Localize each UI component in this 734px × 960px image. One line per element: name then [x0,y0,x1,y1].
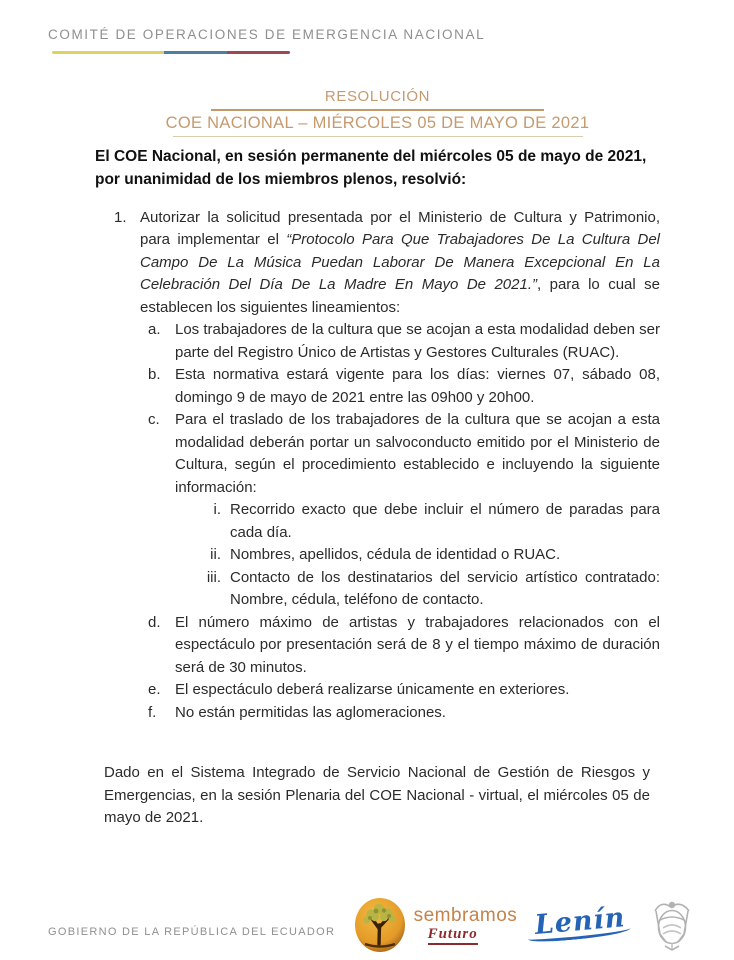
roman-text: Contacto de los destinatarios del servicio artístico contratado: Nombre, cédula, teléfono de contacto. [230,568,660,608]
resolution-title: RESOLUCIÓN [324,88,431,105]
roman-marker: ii. [210,546,221,563]
list-item-c [148,409,660,612]
item-paragraph [140,207,660,320]
document-header [48,27,485,54]
sembramos-wordmark: sembramos [413,904,518,926]
ecuador-coat-of-arms-icon [646,896,698,954]
letter-text: Los trabajadores de la cultura que se acojan a esta modalidad deben ser parte del Registro Único de Artistas y Gestores Culturales (RUAC). [175,321,660,361]
list-item-d [148,612,660,680]
tree-icon [354,897,406,953]
sembramos-futuro-logo [354,897,518,953]
roman-item-iii [196,567,660,612]
roman-marker: i. [213,501,221,518]
resolution-subtitle: COE NACIONAL – MIÉRCOLES 05 DE MAYO DE 2021 [165,114,590,132]
item-number: 1. [114,208,127,226]
flag-blue-segment [164,51,227,54]
letter-marker: c. [148,411,160,428]
ecuador-flag-divider [52,51,290,54]
roman-item-i [196,499,660,544]
list-item-a [148,319,660,364]
roman-list [196,499,660,612]
letter-marker: d. [148,613,161,631]
document-footer [0,885,734,960]
letter-marker: b. [148,366,161,383]
letter-text: El espectáculo deberá realizarse únicamente en exteriores. [175,681,570,698]
roman-item-ii [196,544,660,567]
item-text-before: Autorizar la solicitud presentada por el Ministerio de Cultura y Patrimonio, para implementar el [140,208,660,248]
protocol-quote: “Protocolo Para Que Trabajadores De La Cultura Del Campo De La Música Puedan Laborar De Manera Excepcional En La Celebración Del Día De La Madre En Mayo De 2021.” [140,231,661,293]
letter-marker: a. [148,321,161,338]
letter-text: Para el traslado de los trabajadores de la cultura que se acojan a esta modalidad deberán portar un salvoconducto emitido por el Ministerio de Cultura, según el procedimiento establecido e incluyendo la siguiente información: [175,411,660,496]
lenin-signature: Lenín [532,901,632,948]
letter-text-and-sublist [175,409,660,612]
item-content [140,207,660,725]
item-text-after: , para lo cual se establecen los siguientes lineamientos: [140,276,660,316]
flag-red-segment [227,51,290,54]
footer-logos [354,896,698,954]
intro-paragraph: El COE Nacional, en sesión permanente del miércoles 05 de mayo de 2021, por unanimidad de los miembros plenos, resolvió: [95,148,647,188]
letter-text: Esta normativa estará vigente para los días: viernes 07, sábado 08, domingo 9 de mayo de 2021 entre las 09h00 y 20h00. [175,366,660,406]
lineamientos-list [148,319,660,724]
committee-title: COMITÉ DE OPERACIONES DE EMERGENCIA NACIONAL [48,27,486,42]
government-label: GOBIERNO DE LA REPÚBLICA DEL ECUADOR [48,926,336,938]
resolution-subtitle-underline [173,136,583,137]
letter-marker: f. [148,703,157,721]
flag-yellow-segment [52,51,164,54]
letter-marker: e. [148,681,161,698]
roman-marker: iii. [206,568,221,586]
resolution-title-underline [211,109,544,111]
document-body [95,88,660,830]
sembramos-wordmark-group [414,906,518,945]
numbered-item-1 [95,207,660,725]
letter-text: El número máximo de artistas y trabajadores relacionados con el espectáculo por presentación será de 8 y el tiempo máximo de duración será de 30 minutos. [175,613,660,676]
roman-text: Recorrido exacto que debe incluir el número de paradas para cada día. [230,501,660,541]
list-item-e [148,679,660,702]
list-item-b [148,364,660,409]
roman-text: Nombres, apellidos, cédula de identidad o RUAC. [230,546,561,563]
list-item-f [148,702,660,725]
futuro-wordmark: Futuro [428,927,478,945]
letter-text: No están permitidas las aglomeraciones. [175,703,446,721]
closing-paragraph: Dado en el Sistema Integrado de Servicio Nacional de Gestión de Riesgos y Emergencias, en la sesión Plenaria del COE Nacional - virtual, el miércoles 05 de mayo de 2021. [104,764,650,826]
